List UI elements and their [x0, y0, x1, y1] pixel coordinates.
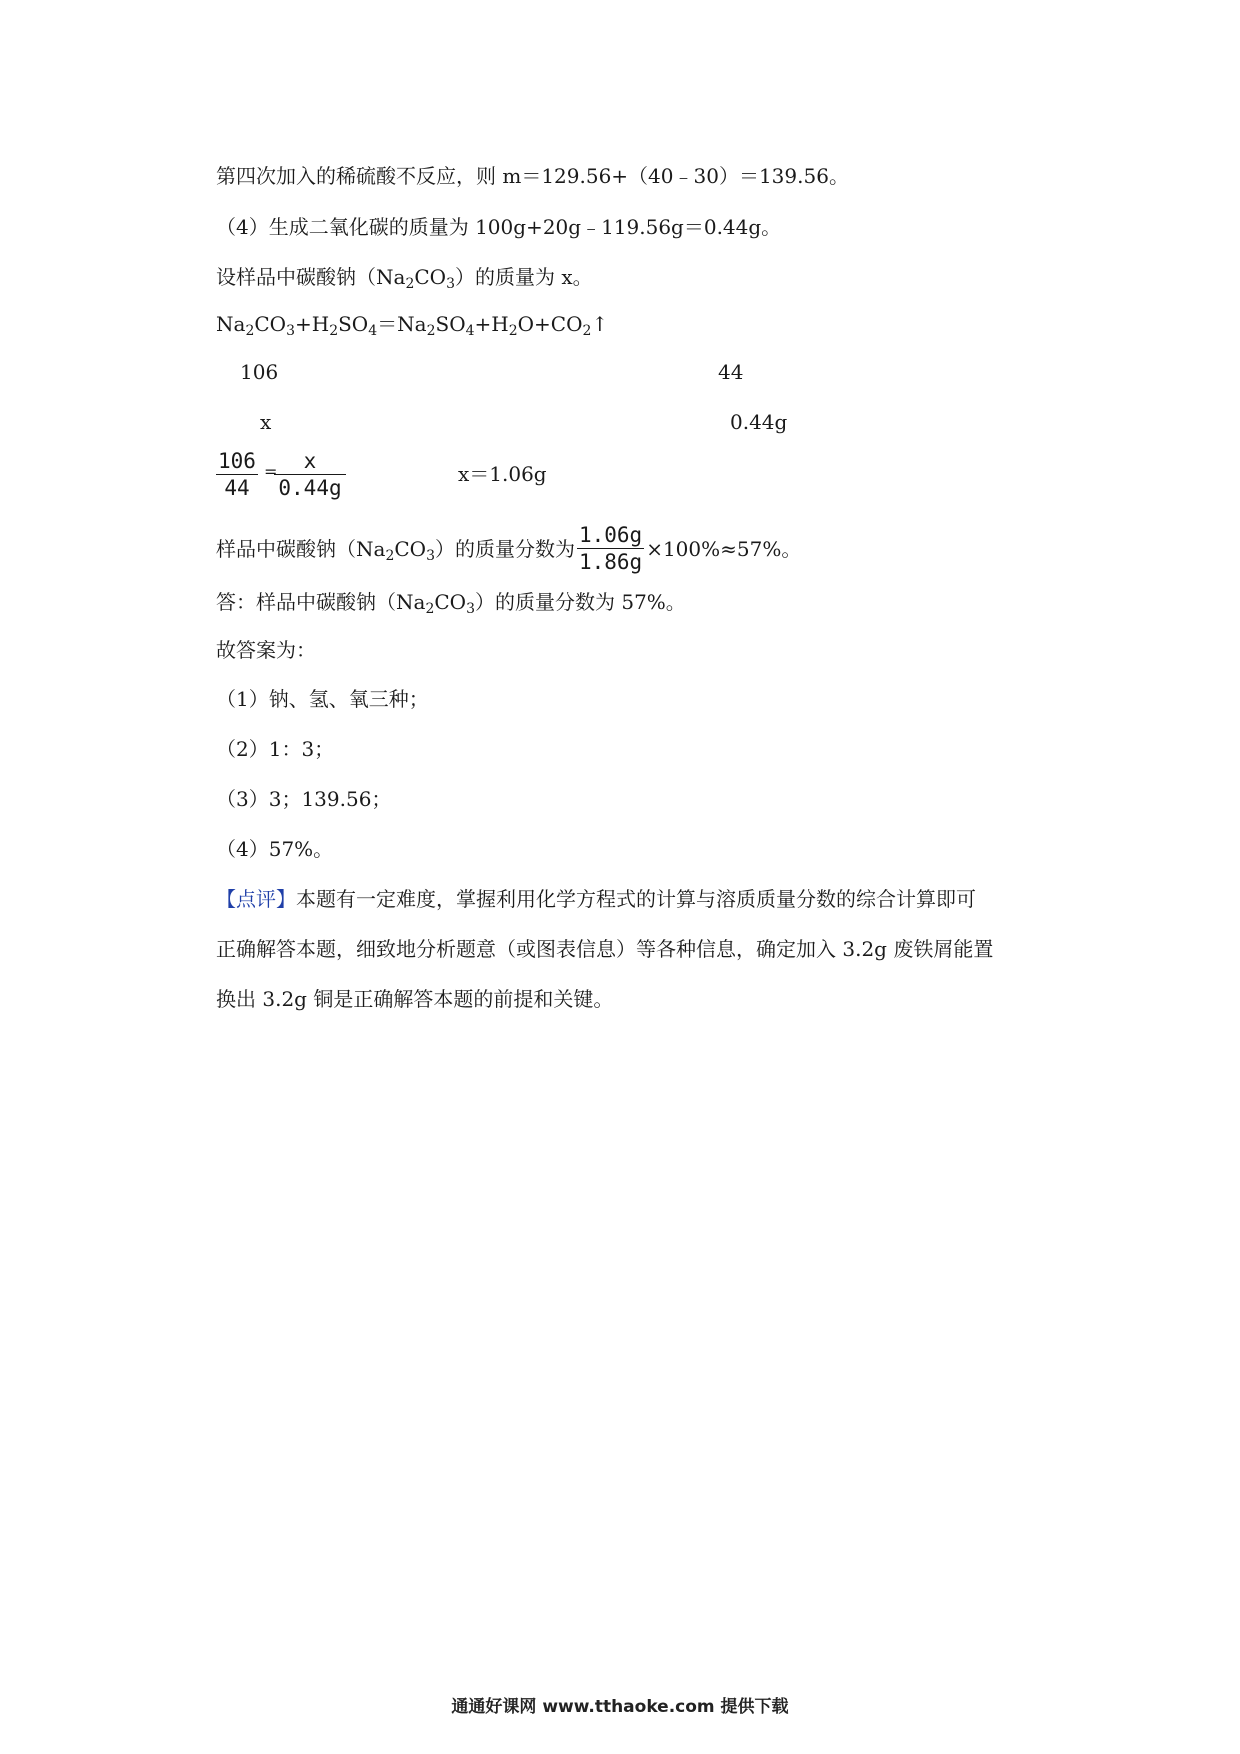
- ratio-equals: =: [264, 462, 278, 481]
- co2-mass: 0.44g: [730, 410, 788, 434]
- text-line-3: 设样品中碳酸钠$(Na_2CO_3)$的质量为 x。: [216, 265, 593, 292]
- comment-line-3: 换出 3.2g 铜是正确解答本题的前提和关键。: [216, 987, 614, 1011]
- chemical-equation: $Na_2CO_3+H_2SO_4=Na_2SO_4+H_2O+CO_2↑$: [216, 312, 609, 339]
- ratio-fraction-right: $\frac{x}{0.44g}$: [274, 448, 346, 501]
- comment-label: 【点评】: [216, 887, 296, 911]
- text-line-2: （4）生成二氧化碳的质量为 100g+20g﹣119.56g＝0.44g。: [216, 215, 782, 239]
- answer-4: （4）57%。: [216, 837, 334, 861]
- ratio-fraction-left: $\frac{106}{44}$: [218, 449, 256, 500]
- mass-fraction: $\frac{1.06g}{1.86g}$: [578, 523, 643, 574]
- answer-2: （2）1：3；: [216, 737, 335, 761]
- answer-1: （1）钠、氢、氧三种；: [216, 687, 429, 711]
- mass-fraction-line: 样品中碳酸钠$(Na_2CO_3)$的质量分数为 $\frac{1.06g}{1.86g}$ ×100%≈57%。: [216, 523, 802, 574]
- text-line-1: 第四次加入的稀硫酸不反应，则 m＝129.56+（40﹣30）＝139.56。: [216, 164, 849, 188]
- molar-mass-co2: 44: [718, 360, 744, 384]
- answer-line: 答：样品中碳酸钠$(Na_2CO_3)$的质量分数为 57%。: [216, 590, 686, 617]
- answer-intro: 故答案为：: [216, 638, 316, 662]
- comment-line-2: 正确解答本题，细致地分析题意（或图表信息）等各种信息，确定加入 3.2g 废铁屑能置: [216, 937, 994, 961]
- solve-x: x＝1.06g: [458, 462, 547, 486]
- comment-line-1: 【点评】本题有一定难度，掌握利用化学方程式的计算与溶质质量分数的综合计算即可: [216, 887, 976, 911]
- answer-3: （3）3；139.56；: [216, 787, 392, 811]
- page-footer: 通通好课网 www.tthaoke.com 提供下载: [451, 1697, 789, 1717]
- molar-mass-na2co3: 106: [240, 360, 279, 384]
- unknown-x: x: [260, 410, 272, 434]
